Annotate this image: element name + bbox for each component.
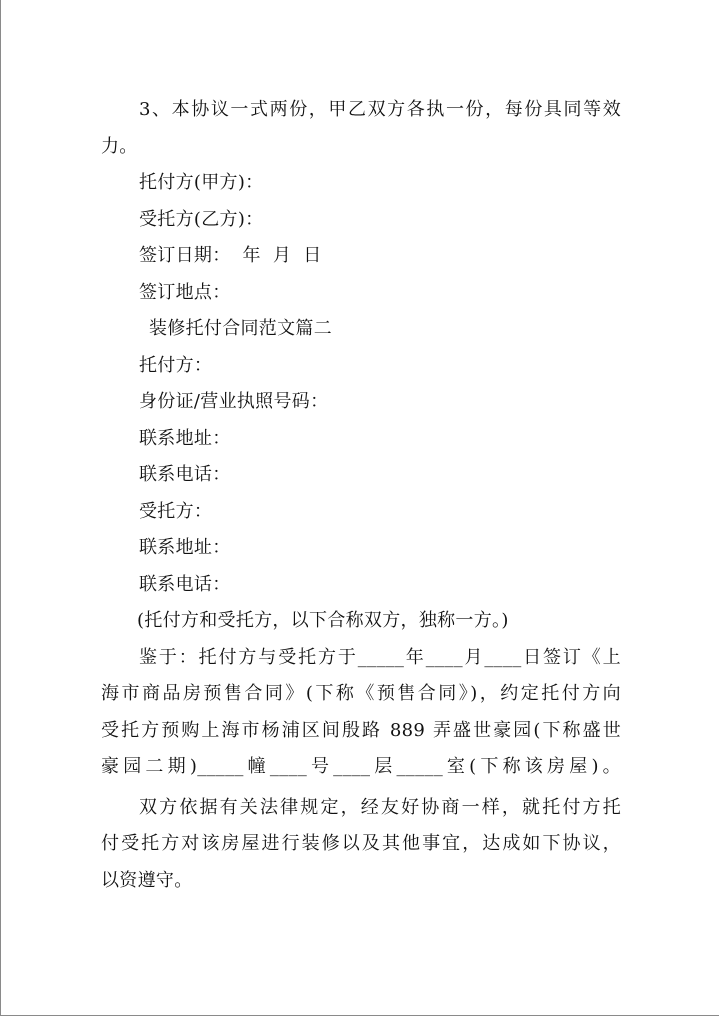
parties-note: (托付方和受托方，以下合称双方，独称一方。) [137,610,509,631]
recital-line-2: 海市商品房预售合同》(下称《预售合同》)，约定托付方向 [101,683,621,704]
client-label: 托付方： [139,354,213,376]
signing-date: 签订日期： 年 月 日 [139,245,322,266]
section-title: 装修托付合同范文篇二 [149,318,332,339]
clause-3-line-2: 力。 [101,135,138,157]
party-a-label: 托付方(甲方)： [139,172,264,193]
recital-line-3: 受托方预购上海市杨浦区间殷路 889 弄盛世豪园(下称盛世 [101,719,621,741]
recital-line-1: 鉴于：托付方与受托方于_____年____月____日签订《上 [139,646,621,668]
client-phone: 联系电话： [139,464,231,485]
clause-3-line-1: 3、本协议一式两份，甲乙双方各执一份，每份具同等效 [139,99,621,120]
contractor-phone: 联系电话： [139,573,231,595]
agreement-line-3: 以资遵守。 [101,869,193,891]
party-b-label: 受托方(乙方)： [139,208,264,230]
agreement-line-1: 双方依据有关法律规定，经友好协商一样，就托付方托 [139,796,621,818]
contractor-label: 受托方： [139,500,213,522]
id-license-number: 身份证/营业执照号码： [139,391,329,412]
contractor-address: 联系地址： [139,537,231,558]
agreement-line-2: 付受托方对该房屋进行装修以及其他事宜，达成如下协议， [101,833,621,854]
document-body [101,92,621,899]
signing-place: 签订地点： [139,281,231,303]
recital-line-4: 豪园二期)_____幢____号____层_____室(下称该房屋)。 [101,756,621,777]
client-address: 联系地址： [139,427,231,449]
